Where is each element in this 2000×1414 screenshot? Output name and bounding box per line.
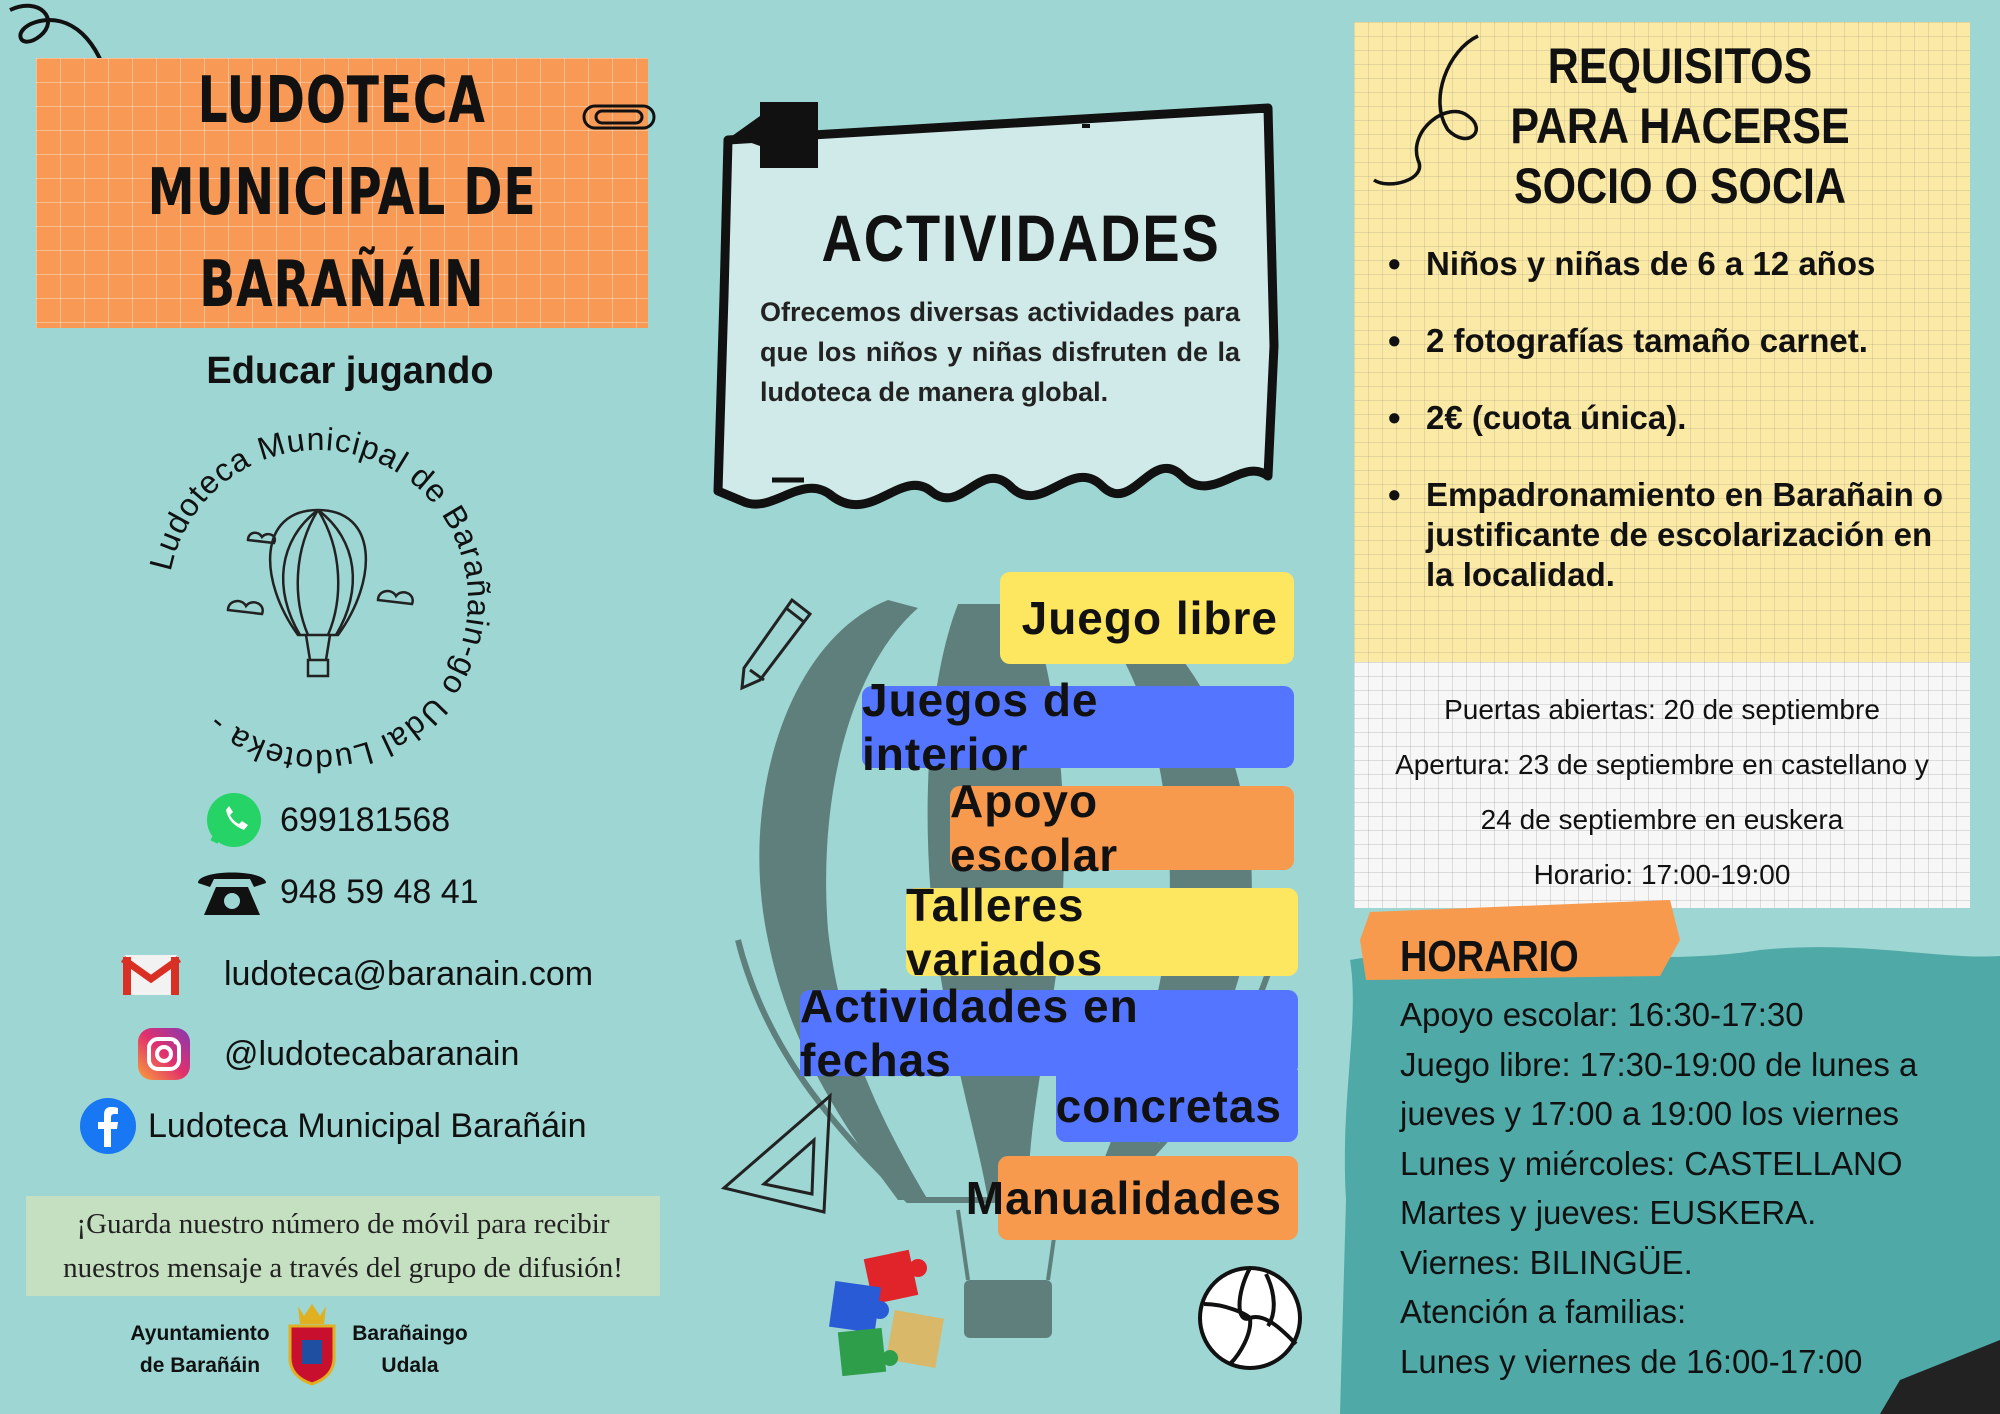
activity-label: Talleres variados [906,879,1104,985]
opening-dates-box [1354,662,1970,908]
schedule-line: Atención a familias: [1400,1293,1687,1330]
whatsapp-icon [204,790,264,850]
whatsapp-row[interactable] [204,790,450,850]
requirements-title [1491,36,1869,216]
schedule-line: Juego libre: 17:30-19:00 de lunes a [1400,1045,1918,1083]
swirl-icon [1368,30,1498,190]
udala-line-1: Barañaingo [352,1322,468,1345]
set-square-icon [718,1090,848,1220]
opening-line-2: Apertura: 23 de septiembre en castellano y [1395,749,1929,780]
ayuntamiento-caption [120,1318,280,1382]
ayuntamiento-line-2: de Barañáin [139,1354,261,1377]
schedule-line: jueves y 17:00 a 19:00 los viernes [1400,1095,1899,1132]
puzzle-pieces-icon [828,1248,958,1388]
notice-line-1: ¡Guarda nuestro número de móvil para recibir [76,1208,610,1240]
schedule-title: HORARIO [1400,932,1579,981]
schedule-lines [1400,990,1960,1386]
schedule-line: Apoyo escolar: 16:30-17:30 [1400,996,1804,1033]
activity-label: Manualidades [965,1172,1282,1224]
facebook-page: Ludoteca Municipal Barañáin [148,1106,587,1145]
notice-box [26,1196,660,1296]
schedule-line: Martes y jueves: EUSKERA. [1400,1194,1817,1231]
requirements-title-1: REQUISITOS [1547,38,1813,94]
udala-caption [340,1318,480,1382]
pencil-icon [736,594,816,694]
requirements-list [1382,244,1962,632]
schedule-line: Lunes y miércoles: CASTELLANO [1400,1144,1903,1182]
whatsapp-number: 699181568 [280,800,451,839]
title-line-2: MUNICIPAL DE [147,156,537,230]
title-line-1: LUDOTECA [197,64,487,138]
udala-line-2: Udala [381,1354,439,1377]
activity-manualidades [965,1156,1298,1240]
requirement-item: • Empadronamiento en Barañain o justificante de escolarización en la localidad. [1382,475,1962,595]
svg-text:Ludoteca Municipal de Barañain [142,421,497,779]
activities-title: ACTIVIDADES [821,201,1221,275]
email-row[interactable] [118,944,593,1004]
title-line-3: BARAÑÁIN [199,248,485,322]
hot-air-balloon-icon [228,510,413,676]
opening-line-3: 24 de septiembre en euskera [1480,804,1844,835]
activity-talleres-variados [906,879,1298,985]
facebook-icon [78,1096,138,1156]
coat-of-arms-icon [284,1300,340,1386]
instagram-icon [134,1024,194,1084]
requirement-item: • 2€ (cuota única). [1382,398,1962,438]
requirements-title-3: SOCIO O SOCIA [1513,158,1847,214]
email-address: ludoteca@baranain.com [224,954,594,993]
gmail-icon [118,944,184,1004]
telephone-icon [194,862,270,922]
ludoteca-seal [128,410,508,790]
schedule-line: Viernes: BILINGÜE. [1400,1243,1693,1281]
activity-label: Apoyo escolar [950,775,1119,881]
activity-label: Juegos de interior [862,674,1099,780]
schedule-line: Lunes y viernes de 16:00-17:00 [1400,1342,1863,1380]
phone-number: 948 59 48 41 [280,872,479,911]
activity-fechas-concretas [800,980,1298,1086]
instagram-handle: @ludotecabaranain [224,1034,520,1073]
facebook-row[interactable] [78,1096,587,1156]
activity-label: Juego libre [1021,592,1278,644]
phone-row[interactable] [194,862,479,922]
paperclip-icon [580,96,660,136]
tagline: Educar jugando [206,350,494,392]
activity-label-line2: concretas [1055,1080,1282,1132]
opening-line-1: Puertas abiertas: 20 de septiembre [1444,694,1880,725]
activity-fechas-concretas-line2 [1056,1070,1298,1142]
activity-apoyo-escolar [950,775,1294,881]
activities-description: Ofrecemos diversas actividades para que los niños y niñas disfruten de la ludoteca de manera global. [760,297,1240,407]
title-card [36,58,648,328]
seal-text: Ludoteca Municipal de Barañain-go Udal Ludoteka - [142,420,498,780]
requirement-item: • Niños y niñas de 6 a 12 años [1382,244,1962,284]
instagram-row[interactable] [134,1024,519,1084]
ayuntamiento-line-1: Ayuntamiento [130,1322,270,1345]
activity-juego-libre [1000,572,1294,664]
opening-line-4: Horario: 17:00-19:00 [1533,859,1791,890]
activity-label: Actividades en fechas [800,980,1139,1086]
requirement-item: • 2 fotografías tamaño carnet. [1382,321,1962,361]
requirements-title-2: PARA HACERSE [1510,98,1850,154]
notice-line-2: nuestros mensaje a través del grupo de difusión! [63,1252,623,1284]
activity-juegos-interior [862,674,1294,780]
volleyball-icon [1196,1264,1304,1372]
